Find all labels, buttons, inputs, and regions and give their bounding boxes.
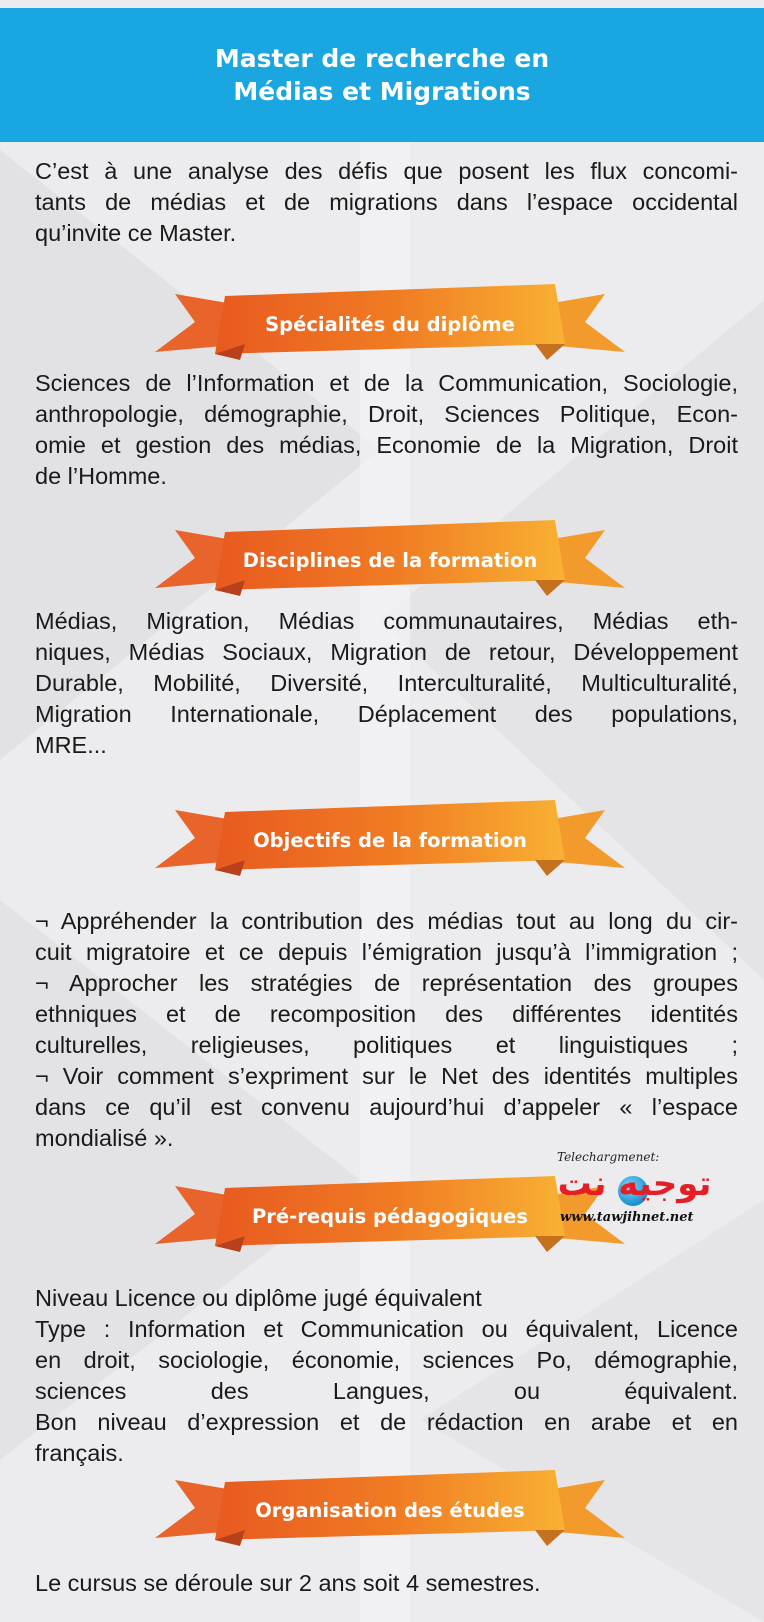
intro-line: qu’invite ce Master. — [35, 220, 237, 246]
intro-line: C’est à une analyse des défis que posent les flux concomi- — [35, 158, 738, 184]
paragraph-line: culturelles, religieuses, politiques et linguistiques ; — [35, 1032, 738, 1058]
paragraph-line: Type : Information et Communication ou équivalent, Licence — [35, 1316, 738, 1342]
section-title: Organisation des études — [255, 1498, 525, 1522]
watermark-url: www.tawjihnet.net — [560, 1210, 694, 1225]
paragraph-line: niques, Médias Sociaux, Migration de retour, Développement — [35, 639, 738, 665]
header-title-line-1: Master de recherche en — [214, 44, 550, 73]
paragraph-line: ethniques et de recomposition des différentes identités — [35, 1001, 738, 1027]
section-title: Spécialités du diplôme — [265, 312, 515, 336]
section-paragraph-specialites — [35, 368, 738, 492]
section-title: Disciplines de la formation — [242, 548, 538, 572]
section-title: Pré-requis pédagogiques — [252, 1204, 528, 1228]
section-banner-organisation — [155, 1470, 625, 1550]
paragraph-line: ¬ Approcher les stratégies de représentation des groupes — [35, 970, 738, 996]
intro-line: tants de médias et de migrations dans l’espace occidental — [35, 189, 738, 215]
paragraph-line: dans ce qu’il est convenu aujourd’hui d’appeler « l’espace — [35, 1094, 738, 1120]
section-paragraph-prerequis — [35, 1283, 738, 1469]
section-paragraph-organisation — [35, 1568, 738, 1599]
paragraph-line: cuit migratoire et ce depuis l’émigration jusqu’à l’immigration ; — [35, 939, 738, 965]
paragraph-line: ¬ Voir comment s’expriment sur le Net des identités multiples — [35, 1063, 738, 1089]
paragraph-line: Le cursus se déroule sur 2 ans soit 4 semestres. — [35, 1570, 541, 1596]
paragraph-line: Niveau Licence ou diplôme jugé équivalent — [35, 1285, 482, 1311]
paragraph-line: français. — [35, 1440, 124, 1466]
paragraph-line: anthropologie, démographie, Droit, Sciences Politique, Econ- — [35, 401, 738, 427]
paragraph-line: en droit, sociologie, économie, sciences Po, démographie, — [35, 1347, 738, 1373]
paragraph-line: mondialisé ». — [35, 1125, 174, 1151]
paragraph-line: de l’Homme. — [35, 463, 167, 489]
section-banner-objectifs — [155, 800, 625, 880]
section-paragraph-disciplines — [35, 606, 738, 761]
paragraph-line: Sciences de l’Information et de la Communication, Sociologie, — [35, 370, 738, 396]
paragraph-line: ¬ Appréhender la contribution des médias tout au long du cir- — [35, 908, 738, 934]
intro-paragraph — [35, 156, 738, 249]
paragraph-line: Médias, Migration, Médias communautaires, Médias eth- — [35, 608, 738, 634]
paragraph-line: Durable, Mobilité, Diversité, Interculturalité, Multiculturalité, — [35, 670, 738, 696]
section-paragraph-objectifs — [35, 906, 738, 1154]
paragraph-line: MRE... — [35, 732, 107, 758]
tawjihnet-watermark-logo — [552, 1150, 722, 1235]
paragraph-line: omie et gestion des médias, Economie de la Migration, Droit — [35, 432, 738, 458]
section-title: Objectifs de la formation — [253, 828, 527, 852]
section-banner-disciplines — [155, 520, 625, 600]
header-title-line-2: Médias et Migrations — [233, 77, 531, 106]
paragraph-line: sciences des Langues, ou équivalent. — [35, 1378, 738, 1404]
paragraph-line: Bon niveau d’expression et de rédaction en arabe et en — [35, 1409, 738, 1435]
watermark-download-label: Telechargmenet: — [557, 1150, 660, 1164]
header-banner — [0, 8, 764, 142]
paragraph-line: Migration Internationale, Déplacement des populations, — [35, 701, 738, 727]
watermark-arabic-name: توجيه نت — [557, 1164, 712, 1204]
section-banner-specialites — [155, 284, 625, 364]
